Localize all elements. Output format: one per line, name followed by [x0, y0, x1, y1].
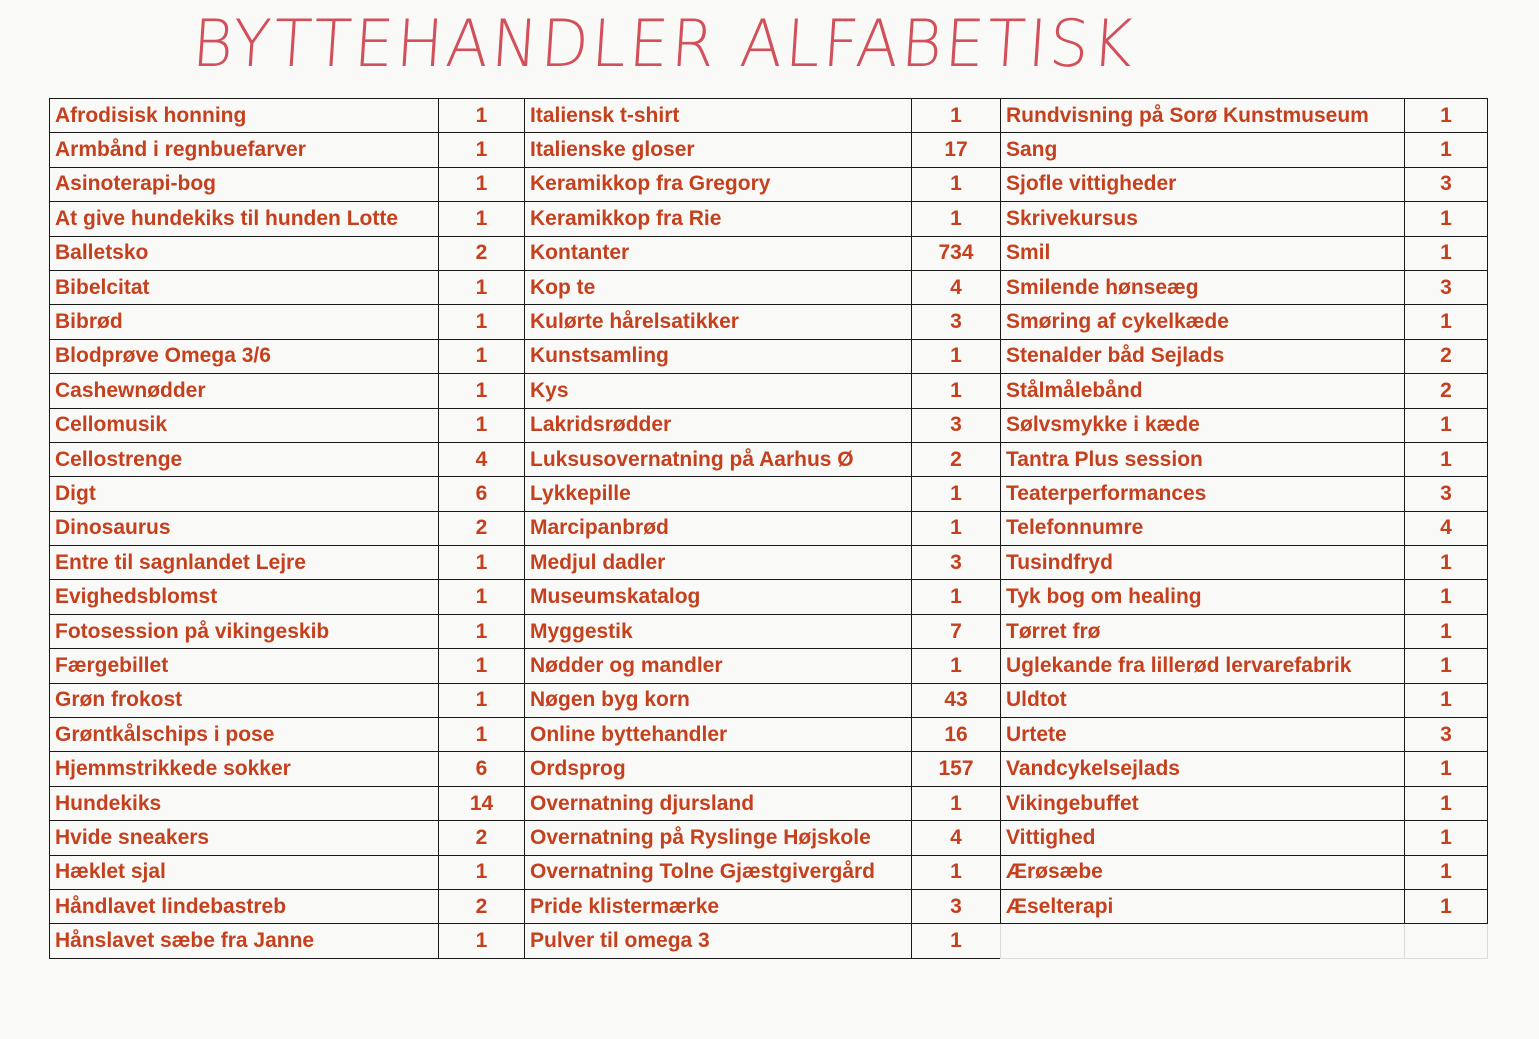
item-name-cell: Håndlavet lindebastreb [50, 889, 439, 923]
table-row [50, 374, 525, 408]
item-name-cell: Nøgen byg korn [525, 683, 912, 717]
item-name-cell: Lakridsrødder [525, 408, 912, 442]
quantity-cell: 43 [912, 683, 1001, 717]
quantity-cell: 1 [1405, 786, 1488, 820]
quantity-cell: 1 [439, 649, 525, 683]
item-name-cell: Asinoterapi-bog [50, 167, 439, 201]
item-name-cell: Keramikkop fra Rie [525, 202, 912, 236]
quantity-cell: 1 [439, 374, 525, 408]
table-row [525, 718, 1001, 752]
table-row [525, 236, 1001, 270]
table-row [525, 270, 1001, 304]
item-name-cell: Urtete [1001, 718, 1405, 752]
item-name-cell: Grøntkålschips i pose [50, 718, 439, 752]
item-name-cell: Museumskatalog [525, 580, 912, 614]
item-name-cell: Digt [50, 477, 439, 511]
item-name-cell: Marcipanbrød [525, 511, 912, 545]
quantity-cell: 1 [439, 305, 525, 339]
table-row [1001, 786, 1488, 820]
quantity-cell: 7 [912, 614, 1001, 648]
quantity-cell: 1 [1405, 133, 1488, 167]
table-row [50, 442, 525, 476]
item-name-cell: Myggestik [525, 614, 912, 648]
page-title: BYTTEHANDLER ALFABETISK [190, 4, 1139, 82]
quantity-cell: 1 [439, 133, 525, 167]
item-name-cell: Bibelcitat [50, 270, 439, 304]
quantity-cell: 1 [1405, 821, 1488, 855]
item-name-cell: Vandcykelsejlads [1001, 752, 1405, 786]
item-name-cell: Sølvsmykke i kæde [1001, 408, 1405, 442]
table-row [50, 855, 525, 889]
table-row [1001, 752, 1488, 786]
item-name-cell: Keramikkop fra Gregory [525, 167, 912, 201]
table-row [1001, 305, 1488, 339]
item-name-cell [1001, 924, 1405, 958]
table-row [525, 167, 1001, 201]
table-row [50, 202, 525, 236]
item-name-cell: Lykkepille [525, 477, 912, 511]
table-row [525, 683, 1001, 717]
item-name-cell: Sjofle vittigheder [1001, 167, 1405, 201]
item-name-cell: Grøn frokost [50, 683, 439, 717]
quantity-cell: 4 [912, 270, 1001, 304]
quantity-cell: 1 [1405, 408, 1488, 442]
table-row [1001, 133, 1488, 167]
quantity-cell: 3 [1405, 270, 1488, 304]
table-row [525, 305, 1001, 339]
table-row [1001, 614, 1488, 648]
item-name-cell: Cellomusik [50, 408, 439, 442]
quantity-cell: 1 [439, 855, 525, 889]
item-name-cell: Overnatning Tolne Gjæstgivergård [525, 855, 912, 889]
item-name-cell: Uglekande fra lillerød lervarefabrik [1001, 649, 1405, 683]
quantity-cell: 1 [912, 167, 1001, 201]
table-row [1001, 855, 1488, 889]
table-row [1001, 683, 1488, 717]
item-name-cell: Dinosaurus [50, 511, 439, 545]
quantity-cell: 3 [912, 546, 1001, 580]
quantity-cell: 1 [912, 374, 1001, 408]
item-name-cell: Uldtot [1001, 683, 1405, 717]
quantity-cell: 3 [912, 305, 1001, 339]
item-name-cell: Hjemmstrikkede sokker [50, 752, 439, 786]
table-row [50, 786, 525, 820]
item-name-cell: Stålmålebånd [1001, 374, 1405, 408]
item-name-cell: Æselterapi [1001, 889, 1405, 923]
item-table-3 [1000, 98, 1488, 959]
quantity-cell: 4 [912, 821, 1001, 855]
quantity-cell: 1 [912, 202, 1001, 236]
item-name-cell: Blodprøve Omega 3/6 [50, 339, 439, 373]
item-name-cell: Smilende hønseæg [1001, 270, 1405, 304]
item-name-cell: Smøring af cykelkæde [1001, 305, 1405, 339]
quantity-cell: 3 [1405, 167, 1488, 201]
table-row [50, 270, 525, 304]
quantity-cell: 1 [439, 718, 525, 752]
table-row [525, 477, 1001, 511]
quantity-cell: 1 [1405, 580, 1488, 614]
item-name-cell: Hvide sneakers [50, 821, 439, 855]
quantity-cell: 6 [439, 477, 525, 511]
quantity-cell: 1 [912, 99, 1001, 133]
item-name-cell: Fotosession på vikingeskib [50, 614, 439, 648]
quantity-cell: 1 [912, 580, 1001, 614]
quantity-cell: 1 [439, 580, 525, 614]
quantity-cell: 1 [912, 855, 1001, 889]
item-name-cell: Kys [525, 374, 912, 408]
quantity-cell: 1 [912, 786, 1001, 820]
quantity-cell: 3 [912, 408, 1001, 442]
item-name-cell: Hæklet sjal [50, 855, 439, 889]
item-name-cell: Rundvisning på Sorø Kunstmuseum [1001, 99, 1405, 133]
quantity-cell: 1 [439, 167, 525, 201]
quantity-cell: 1 [1405, 202, 1488, 236]
quantity-cell: 1 [439, 270, 525, 304]
table-row [1001, 339, 1488, 373]
item-name-cell: Smil [1001, 236, 1405, 270]
item-name-cell: Medjul dadler [525, 546, 912, 580]
table-row [50, 580, 525, 614]
item-name-cell: Italienske gloser [525, 133, 912, 167]
item-name-cell: Italiensk t-shirt [525, 99, 912, 133]
quantity-cell: 3 [1405, 718, 1488, 752]
item-table-2 [524, 98, 1001, 959]
quantity-cell: 17 [912, 133, 1001, 167]
quantity-cell: 4 [439, 442, 525, 476]
item-name-cell: Stenalder båd Sejlads [1001, 339, 1405, 373]
quantity-cell: 1 [912, 924, 1001, 958]
item-name-cell: Afrodisisk honning [50, 99, 439, 133]
table-row [525, 511, 1001, 545]
table-row [50, 614, 525, 648]
quantity-cell: 1 [439, 614, 525, 648]
table-row [1001, 477, 1488, 511]
item-name-cell: Kop te [525, 270, 912, 304]
table-row [50, 511, 525, 545]
table-row [525, 614, 1001, 648]
table-row [525, 546, 1001, 580]
table-row [1001, 889, 1488, 923]
table-row [50, 339, 525, 373]
table-row [1001, 649, 1488, 683]
item-name-cell: Entre til sagnlandet Lejre [50, 546, 439, 580]
table-row [50, 408, 525, 442]
quantity-cell: 1 [1405, 889, 1488, 923]
table-row [1001, 924, 1488, 958]
item-name-cell: Tørret frø [1001, 614, 1405, 648]
quantity-cell: 1 [1405, 683, 1488, 717]
quantity-cell: 1 [439, 339, 525, 373]
table-row [525, 442, 1001, 476]
quantity-cell: 16 [912, 718, 1001, 752]
quantity-cell: 1 [439, 924, 525, 958]
table-row [50, 546, 525, 580]
table-row [50, 752, 525, 786]
item-name-cell: Færgebillet [50, 649, 439, 683]
table-row [1001, 99, 1488, 133]
quantity-cell: 1 [1405, 855, 1488, 889]
table-row [1001, 167, 1488, 201]
item-name-cell: Bibrød [50, 305, 439, 339]
item-name-cell: Ordsprog [525, 752, 912, 786]
table-row [525, 408, 1001, 442]
table-row [1001, 546, 1488, 580]
item-name-cell: Cellostrenge [50, 442, 439, 476]
quantity-cell: 1 [1405, 305, 1488, 339]
item-name-cell: Hånslavet sæbe fra Janne [50, 924, 439, 958]
table-row [525, 649, 1001, 683]
table-row [525, 855, 1001, 889]
item-name-cell: Overnatning djursland [525, 786, 912, 820]
quantity-cell: 734 [912, 236, 1001, 270]
table-row [50, 133, 525, 167]
item-name-cell: Vikingebuffet [1001, 786, 1405, 820]
quantity-cell: 14 [439, 786, 525, 820]
quantity-cell: 2 [1405, 374, 1488, 408]
table-row [50, 924, 525, 958]
item-name-cell: Teaterperformances [1001, 477, 1405, 511]
table-row [50, 305, 525, 339]
table-row [50, 649, 525, 683]
quantity-cell: 1 [912, 511, 1001, 545]
table-row [50, 683, 525, 717]
item-name-cell: Pride klistermærke [525, 889, 912, 923]
table-row [525, 580, 1001, 614]
quantity-cell: 1 [1405, 649, 1488, 683]
item-name-cell: Telefonnumre [1001, 511, 1405, 545]
quantity-cell: 3 [1405, 477, 1488, 511]
quantity-cell: 1 [439, 202, 525, 236]
table-row [1001, 718, 1488, 752]
quantity-cell [1405, 924, 1488, 958]
quantity-cell: 2 [912, 442, 1001, 476]
table-row [525, 202, 1001, 236]
quantity-cell: 1 [439, 546, 525, 580]
item-name-cell: Kunstsamling [525, 339, 912, 373]
quantity-cell: 1 [1405, 546, 1488, 580]
table-row [1001, 511, 1488, 545]
quantity-cell: 2 [439, 511, 525, 545]
quantity-cell: 1 [1405, 614, 1488, 648]
item-name-cell: Evighedsblomst [50, 580, 439, 614]
table-row [525, 821, 1001, 855]
table-row [1001, 821, 1488, 855]
item-name-cell: Hundekiks [50, 786, 439, 820]
quantity-cell: 3 [912, 889, 1001, 923]
table-row [1001, 202, 1488, 236]
table-row [1001, 408, 1488, 442]
item-name-cell: Sang [1001, 133, 1405, 167]
table-row [1001, 580, 1488, 614]
quantity-cell: 6 [439, 752, 525, 786]
item-name-cell: Overnatning på Ryslinge Højskole [525, 821, 912, 855]
table-row [1001, 442, 1488, 476]
item-name-cell: Tusindfryd [1001, 546, 1405, 580]
item-name-cell: Armbånd i regnbuefarver [50, 133, 439, 167]
table-row [525, 786, 1001, 820]
item-name-cell: At give hundekiks til hunden Lotte [50, 202, 439, 236]
quantity-cell: 1 [1405, 236, 1488, 270]
item-name-cell: Online byttehandler [525, 718, 912, 752]
quantity-cell: 4 [1405, 511, 1488, 545]
item-table-1 [49, 98, 525, 959]
table-row [1001, 374, 1488, 408]
table-row [525, 374, 1001, 408]
item-name-cell: Kulørte hårelsatikker [525, 305, 912, 339]
table-row [525, 889, 1001, 923]
item-name-cell: Tyk bog om healing [1001, 580, 1405, 614]
table-row [50, 718, 525, 752]
item-name-cell: Vittighed [1001, 821, 1405, 855]
table-row [50, 167, 525, 201]
item-name-cell: Cashewnødder [50, 374, 439, 408]
quantity-cell: 1 [439, 683, 525, 717]
quantity-cell: 1 [1405, 752, 1488, 786]
table-row [525, 99, 1001, 133]
quantity-cell: 1 [1405, 442, 1488, 476]
quantity-cell: 1 [912, 339, 1001, 373]
quantity-cell: 1 [912, 649, 1001, 683]
table-row [50, 99, 525, 133]
item-name-cell: Balletsko [50, 236, 439, 270]
quantity-cell: 157 [912, 752, 1001, 786]
table-row [1001, 270, 1488, 304]
table-row [50, 821, 525, 855]
quantity-cell: 1 [439, 99, 525, 133]
table-row [50, 889, 525, 923]
table-row [50, 236, 525, 270]
item-name-cell: Kontanter [525, 236, 912, 270]
item-name-cell: Luksusovernatning på Aarhus Ø [525, 442, 912, 476]
quantity-cell: 1 [439, 408, 525, 442]
table-row [525, 339, 1001, 373]
quantity-cell: 2 [439, 889, 525, 923]
item-name-cell: Tantra Plus session [1001, 442, 1405, 476]
quantity-cell: 2 [439, 236, 525, 270]
quantity-cell: 2 [439, 821, 525, 855]
quantity-cell: 1 [1405, 99, 1488, 133]
table-row [1001, 236, 1488, 270]
item-name-cell: Pulver til omega 3 [525, 924, 912, 958]
table-row [525, 752, 1001, 786]
item-name-cell: Nødder og mandler [525, 649, 912, 683]
quantity-cell: 2 [1405, 339, 1488, 373]
table-row [525, 924, 1001, 958]
item-name-cell: Skrivekursus [1001, 202, 1405, 236]
item-name-cell: Ærøsæbe [1001, 855, 1405, 889]
quantity-cell: 1 [912, 477, 1001, 511]
table-row [50, 477, 525, 511]
table-row [525, 133, 1001, 167]
